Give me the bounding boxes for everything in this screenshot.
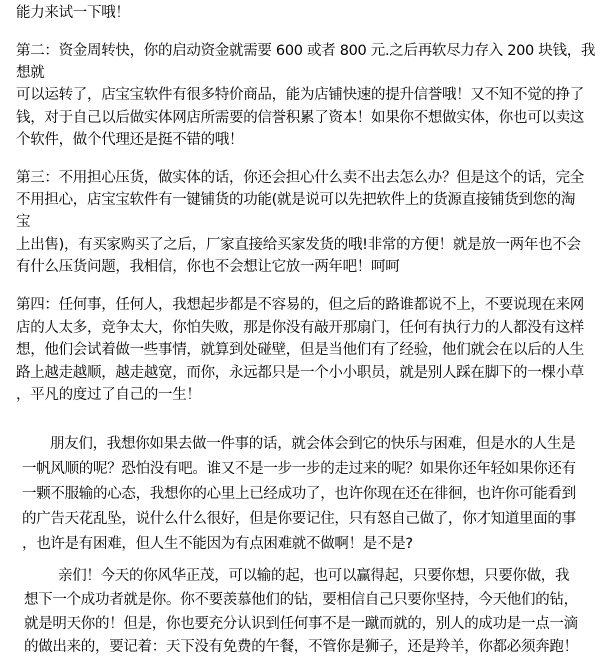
- text-line: 第二：资金周转快，你的启动资金就需要 600 或者 800 元.之后再软尽力存入 200 块钱，我: [16, 43, 596, 59]
- text-line: 的做出来的，要记着：天下没有免费的午餐，不管你是狮子，还是羚羊，你都必须奔跑！: [24, 639, 578, 655]
- text-line: 可以运转了，店宝宝软件有很多特价商品，能为店铺快速的提升信誉哦！又不知不觉的挣了: [16, 87, 584, 103]
- text-line: 钱，对于自己以后做实体网店所需要的信誉积累了资本！如果你不想做实体，你也可以卖这: [16, 110, 584, 126]
- text-line: 亲们！今天的你风华正茂，可以输的起，也可以赢得起，只要你想，只要你做，我: [58, 568, 570, 584]
- text-line: 想，他们会试着做一些事情，就算到处碰壁，但是当他们有了经验，他们就会在以后的人生: [16, 342, 584, 358]
- text-line: 有什么压货问题，我相信，你也不会想让它放一两年吧！呵呵: [16, 259, 400, 275]
- text-line: 的广告天花乱坠，说什么什么很好，但是你要记住，只有怒自己做了，你才知道里面的事: [22, 511, 576, 527]
- text-line: 第三：不用担心压货，做实体的话，你还会担心什么卖不出去怎么办？但是这个的话，完全: [16, 170, 584, 186]
- text-line: 第四：任何事，任何人，我想起步都是不容易的，但之后的路谁都说不上，不要说现在来网: [16, 297, 584, 313]
- text-line: 想就: [16, 65, 45, 81]
- text-line: 宝: [16, 214, 31, 230]
- text-line: 能力来试一下哦！: [16, 5, 130, 21]
- text-line: 想下一个成功者就是你。你不要羡慕他们的钻，要相信自己只要你坚持，今天他们的钻，: [24, 592, 578, 608]
- text-line: 上出售)，有买家购买了之后，厂家直接给买家发货的哦!非常的方便！就是放一两年也不会: [16, 237, 581, 253]
- text-line: 路上越走越顺，越走越宽，而你，永远都只是一个小小职员，就是别人踩在脚下的一棵小草: [16, 365, 584, 381]
- text-line: 一帆风顺的呢？恐怕没有吧。谁又不是一步一步的走过来的呢？如果你还年轻如果你还有: [22, 461, 576, 477]
- text-line: 不用担心，店宝宝软件有一键铺货的功能(就是说可以先把软件上的货源直接铺货到您的淘: [16, 192, 576, 208]
- text-line: 店的人太多，竞争太大，你怕失败，那是你没有敲开那扇门，任何有执行力的人都没有这样: [16, 320, 584, 336]
- text-line: 就是明天你的！但是，你也要充分认识到任何事不是一蹴而就的，别人的成功是一点一滴: [24, 616, 578, 632]
- text-line: 朋友们，我想你如果去做一件事的话，就会体会到它的快乐与困难，但是水的人生是: [50, 436, 576, 452]
- text-line: ，也许是有困难，但人生不能因为有点困难就不做啊！是不是?: [22, 536, 413, 552]
- text-line: 个软件，做个代理还是挺不错的哦！: [16, 132, 244, 148]
- text-line: ，平凡的度过了自己的一生！: [16, 387, 201, 403]
- text-line: 一颗不服输的心态，我想你的心里上已经成功了，也许你现在还在徘徊，也许你可能看到: [22, 486, 576, 502]
